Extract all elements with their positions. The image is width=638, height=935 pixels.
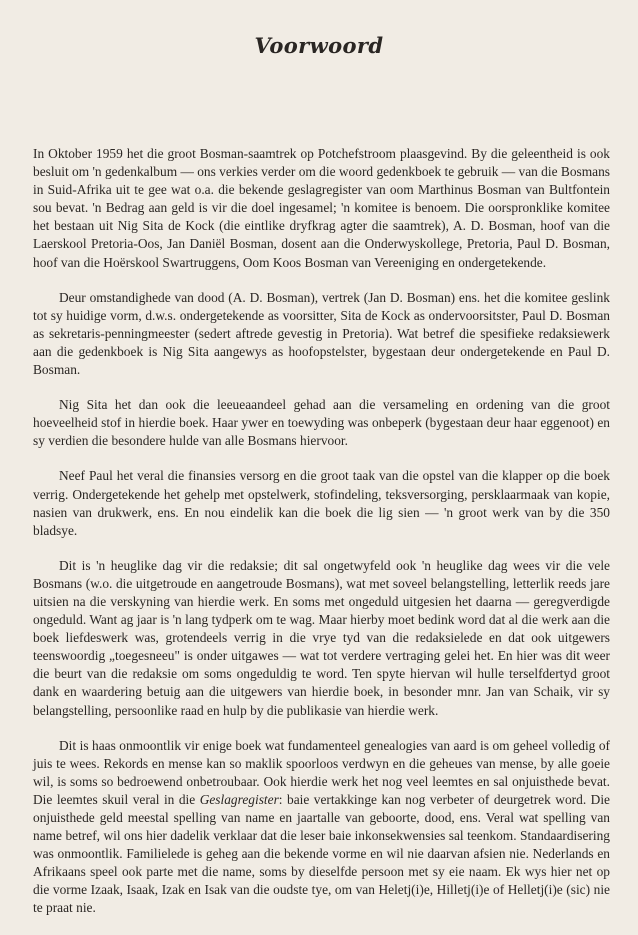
paragraph-2: Deur omstandighede van dood (A. D. Bosman), vertrek (Jan D. Bosman) ens. het die komitee geslink tot sy huidige vorm, d.w.s. ondergetekende as voorsitter, Sita de Kock as ondervoorsitster, Paul D. Bosman as sekretaris-penningmeester (sedert aftrede gevestig in Pretoria). Wat betref die spesifieke redaksiewerk aan die gedenkboek is Nig Sita aangewys as hoofopstelster, bygestaan deur ondergetekende en Paul D. Bosman. — [33, 289, 610, 378]
paragraph-5: Dit is 'n heuglike dag vir die redaksie; dit sal ongetwyfeld ook 'n heuglike dag wees vir die vele Bosmans (w.o. die uitgetroude en aangetroude Bosmans), wat met soveel belangstelling, letterlik reeds jare uitsien na die verskyning van hierdie werk. En soms met ongeduld uitgesien het daarna — geregverdigde ongeduld. Want ag jaar is 'n lang tydperk om te wag. Maar hierby moet bedink word dat al die werk aan die boek liefdeswerk was, grotendeels verrig in die vrye tyd van die redaksielede en dat ook uitgewers teenswoordig „toegesneeu" is onder uitgawes — wat tot verdere vertraging gelei het. En hier was dit weer die beurt van die redaksie om soms ongeduldig te word. Ten spyte hiervan wil hulle terselfdertyd groot dank en waardering betuig aan die uitgewers van hierdie boek, in besonder mnr. Jan van Schaik, vir sy belangstelling, persoonlike raad en hulp by die publikasie van hierdie werk. — [33, 557, 610, 718]
paragraph-6: Dit is haas onmoontlik vir enige boek wat fundamenteel genealogies van aard is om geheel volledig of juis te wees. Rekords en mense kan so maklik spoorloos verdwyn en die geheues van mense, by alle goeie wil, is soms so bedroewend onbetroubaar. Ook hierdie werk het nog veel leemtes en sal onjuisthede bevat. Die leemtes skuil veral in die Geslagregister: baie vertakkinge kan nog verbeter of deurgetrek word. Die onjuisthede geld meestal spelling van name en jaartalle van geboorte, dood, ens. Veral wat spelling van name betref, wil ons hier dadelik verklaar dat die leser baie inkonsekwensies sal teenkom. Standaardisering was onmoontlik. Familielede is geheg aan die bekende vorme en wil nie daarvan afsien nie. Nederlands en Afrikaans speel ook parte met die name, soms by dieselfde persoon met sy eie naam. Ek wys hier net op die vorme Izaak, Isaak, Izak en Isak van die oudste tye, om van Heletj(i)e, Hilletj(i)e of Helletj(i)e (sic) nie te praat nie. — [33, 737, 610, 916]
page-title: Voorwoord — [254, 33, 384, 58]
paragraph-3: Nig Sita het dan ook die leeueaandeel gehad aan die versameling en ordening van die groot hoeveelheid stof in hierdie boek. Haar ywer en toewyding was onbeperk (bygestaan deur haar eggenoot) en sy verdien die besondere hulde van alle Bosmans hiervoor. — [33, 397, 610, 449]
paragraph-4: Neef Paul het veral die finansies versorg en die groot taak van die opstel van die klapper op die boek verrig. Ondergetekende het gehelp met opstelwerk, stofindeling, teksversorging, persklaarmaak van kopie, nasien van drukwerk, ens. En nou eindelik kan die boek die lig sien — 'n groot werk van by die 350 bladsye. — [33, 468, 610, 538]
foreword-body — [33, 145, 610, 935]
geslagregister-italic: Geslagregister — [199, 791, 279, 807]
paragraph-1: In Oktober 1959 het die groot Bosman-saamtrek op Potchefstroom plaasgevind. By die geleentheid is ook besluit om 'n gedenkalbum — ons verkies verder om die woord gedenkboek te gebruik — van die Bosmans in Suid-Afrika uit te gee wat o.a. die bekende geslagregister van oom Marthinus Bosman van Bultfontein sou bevat. 'n Bedrag aan geld is vir die doel ingesamel; 'n komitee is benoem. Die oorspronklike komitee het bestaan uit Nig Sita de Kock (die eintlike dryfkrag agter die saamtrek), A. D. Bosman, hoof van die Laerskool Pretoria-Oos, Jan Daniël Bosman, dosent aan die Onderwyskollege, Pretoria, Paul D. Bosman, hoof van die Hoërskool Swartruggens, Oom Koos Bosman van Vereeniging en ondergetekende. — [33, 146, 610, 270]
